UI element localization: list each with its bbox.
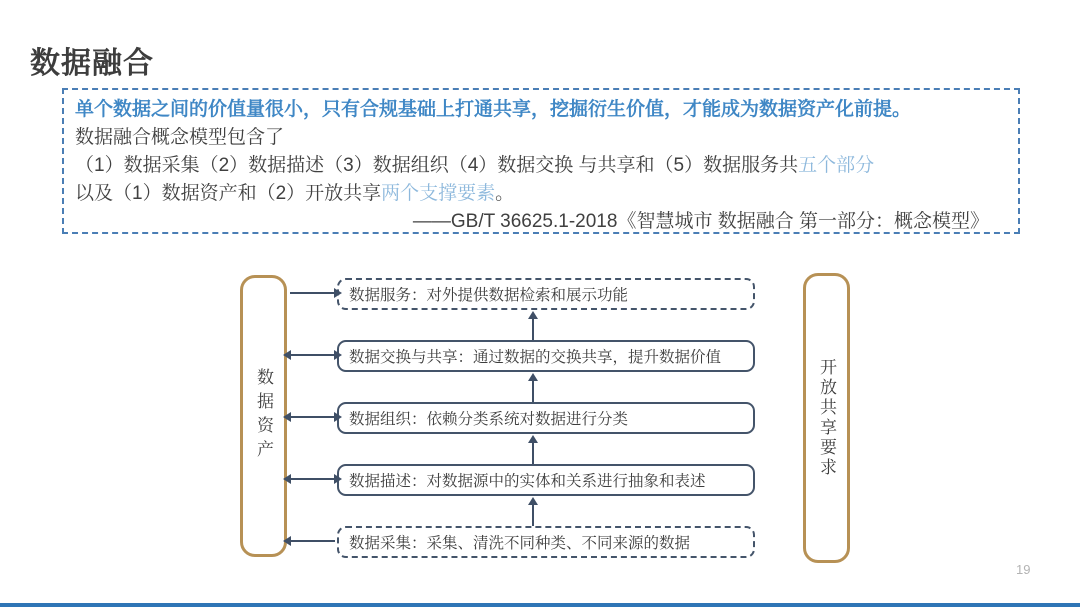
arrow-pillar-to-data-service: [290, 292, 335, 294]
up-arrow-collection-to-description: [532, 505, 534, 526]
layer-data-description: 数据描述：对数据源中的实体和关系进行抽象和表述: [337, 464, 755, 496]
arrow-data-collection-to-pillar: [290, 540, 335, 542]
page-title: 数据融合: [30, 47, 154, 80]
callout-line-3: （1）数据采集（2）数据描述（3）数据组织（4）数据交换 与共享和（5）数据服务共五个部分: [75, 155, 875, 176]
layer-data-exchange-sharing: 数据交换与共享：通过数据的交换共享，提升数据价值: [337, 340, 755, 372]
footer-accent-bar: [0, 603, 1080, 607]
callout-line-4: 以及（1）数据资产和（2）开放共享两个支撑要素。: [75, 183, 515, 204]
layer-data-collection: 数据采集：采集、清洗不同种类、不同来源的数据: [337, 526, 755, 558]
up-arrow-exchange-to-service: [532, 319, 534, 340]
callout-emphasis-line: 单个数据之间的价值量很小，只有合规基础上打通共享，挖掘衍生价值，才能成为数据资产化前提。: [75, 99, 912, 120]
open-sharing-pillar: [803, 273, 850, 563]
up-arrow-organization-to-exchange: [532, 381, 534, 402]
arrow-pillar-data-description: [290, 478, 335, 480]
summary-callout: [62, 88, 1020, 234]
arrow-pillar-data-exchange: [290, 354, 335, 356]
data-asset-pillar: [240, 275, 287, 557]
layer-data-service: 数据服务：对外提供数据检索和展示功能: [337, 278, 755, 310]
callout-line-2: 数据融合概念模型包含了: [75, 127, 285, 148]
highlight-two-supports: 两个支撑要素: [381, 183, 496, 204]
data-asset-pillar-label: 数据资产: [254, 368, 273, 464]
layer-data-organization: 数据组织：依赖分类系统对数据进行分类: [337, 402, 755, 434]
citation: ——GB/T 36625.1-2018《智慧城市 数据融合 第一部分：概念模型》: [412, 211, 989, 232]
up-arrow-description-to-organization: [532, 443, 534, 464]
open-sharing-pillar-label: 开放共享要求: [817, 358, 836, 478]
page-number: 19: [1016, 562, 1031, 577]
arrow-pillar-data-organization: [290, 416, 335, 418]
highlight-five-parts: 五个部分: [798, 155, 875, 176]
